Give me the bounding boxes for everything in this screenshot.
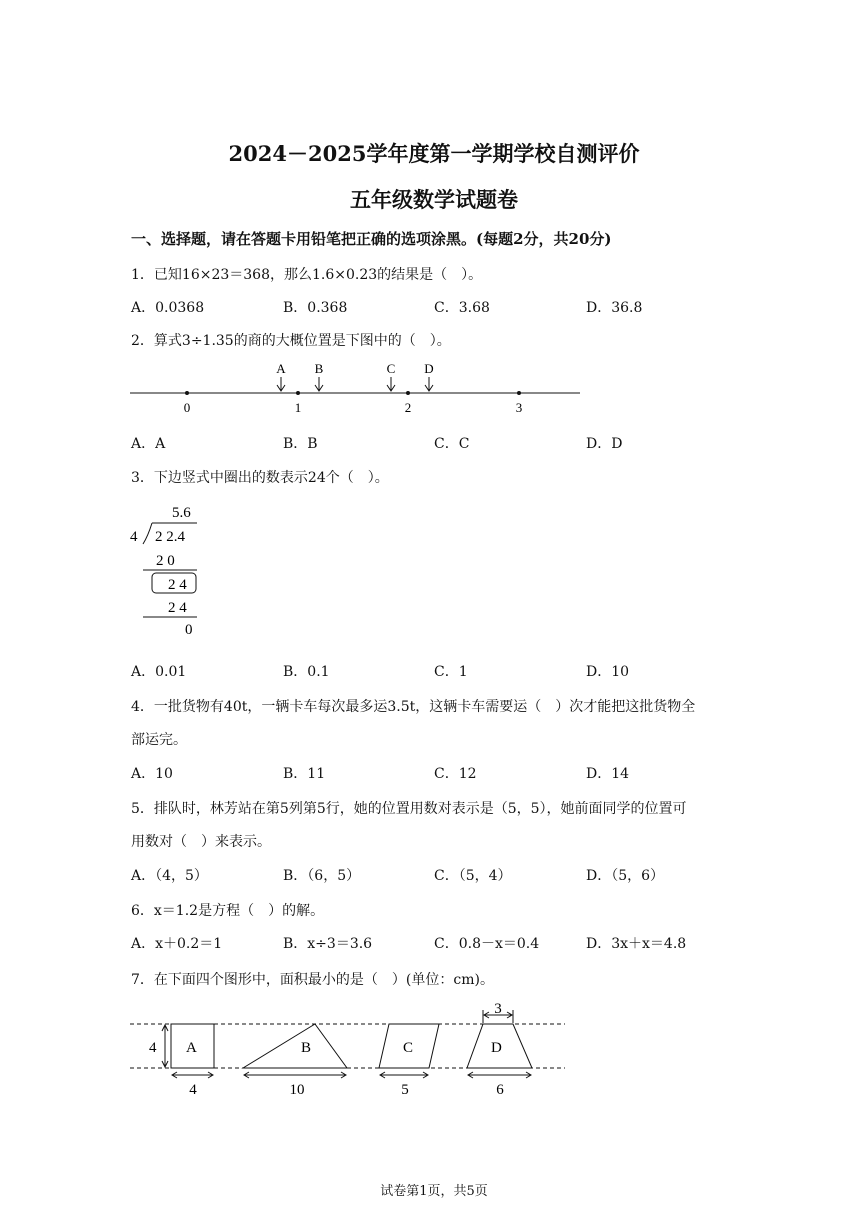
- shape-d-label: D: [491, 1040, 502, 1056]
- q5-option-b: B．（6，5）: [283, 868, 361, 884]
- question-1-stem: 1．已知16×23＝368，那么1.6×0.23的结果是（ ）。: [131, 267, 483, 283]
- q2-option-a: A．A: [131, 436, 166, 452]
- arrow-label-c: C: [386, 361, 396, 376]
- q3-option-b: B．0.1: [283, 664, 330, 680]
- shape-b-base-label: 10: [289, 1082, 305, 1098]
- q6-option-b: B．x÷3＝3.6: [283, 936, 373, 952]
- division-step-1: 2 0: [156, 553, 175, 569]
- q4-option-a: A．10: [131, 766, 173, 782]
- shape-c-base-label: 5: [401, 1082, 409, 1098]
- tick-label-3: 3: [515, 400, 523, 415]
- shape-a-base-label: 4: [189, 1082, 197, 1098]
- tick-label-1: 1: [294, 400, 302, 415]
- shape-c-label: C: [403, 1040, 414, 1056]
- section-heading: 一、选择题，请在答题卡用铅笔把正确的选项涂黑。(每题2分，共20分): [131, 230, 612, 248]
- q5-option-a: A．（4，5）: [131, 868, 208, 884]
- q1-option-d: D．36.8: [586, 300, 643, 316]
- arrow-label-b: B: [314, 361, 324, 376]
- tick-dot-3: [517, 391, 521, 395]
- q6-option-a: A．x＋0.2＝1: [131, 936, 223, 952]
- q5-option-c: C．（5，4）: [434, 868, 512, 884]
- shape-d-top-label: 3: [494, 1001, 502, 1017]
- q3-option-c: C．1: [434, 664, 468, 680]
- division-quotient: 5.6: [172, 505, 191, 521]
- arrow-label-a: A: [276, 361, 286, 376]
- tick-label-2: 2: [404, 400, 412, 415]
- question-5-stem-line2: 用数对（ ）来表示。: [131, 834, 271, 850]
- question-6-stem: 6．x＝1.2是方程（ ）的解。: [131, 903, 325, 919]
- division-step-2: 2 4: [168, 577, 187, 593]
- q3-option-d: D．10: [586, 664, 630, 680]
- page-footer: 试卷第1页，共5页: [380, 1184, 488, 1199]
- q5-option-d: D．（5，6）: [586, 868, 665, 884]
- question-4-stem-line2: 部运完。: [131, 732, 187, 748]
- shape-a-label: A: [186, 1040, 197, 1056]
- q1-option-b: B．0.368: [283, 300, 348, 316]
- exam-title: 2024－2025学年度第一学期学校自测评价: [228, 141, 640, 166]
- long-division-figure: [125, 500, 215, 645]
- q4-option-c: C．12: [434, 766, 477, 782]
- division-divisor: 4: [130, 529, 138, 545]
- q2-option-c: C．C: [434, 436, 470, 452]
- tick-dot-2: [406, 391, 410, 395]
- q2-option-b: B．B: [283, 436, 318, 452]
- number-line-figure: [125, 358, 590, 418]
- exam-subtitle: 五年级数学试题卷: [350, 187, 518, 212]
- division-dividend: 2 2.4: [155, 529, 185, 545]
- division-remainder: 0: [185, 622, 193, 638]
- q1-option-a: A．0.0368: [131, 300, 205, 316]
- height-label: 4: [149, 1040, 157, 1056]
- question-7-stem: 7．在下面四个图形中，面积最小的是（ ）(单位：cm)。: [131, 972, 494, 988]
- tick-dot-1: [296, 391, 300, 395]
- q2-option-d: D．D: [586, 436, 623, 452]
- q1-option-c: C．3.68: [434, 300, 490, 316]
- tick-dot-0: [185, 391, 189, 395]
- q4-option-b: B．11: [283, 766, 326, 782]
- q3-option-a: A．0.01: [131, 664, 187, 680]
- q6-option-c: C．0.8－x＝0.4: [434, 936, 540, 952]
- shapes-figure: [125, 998, 570, 1098]
- shape-b-triangle: [243, 1024, 347, 1068]
- shape-b-label: B: [301, 1040, 312, 1056]
- shape-d-base-label: 6: [496, 1082, 504, 1098]
- arrow-label-d: D: [424, 361, 434, 376]
- question-5-stem-line1: 5．排队时，林芳站在第5列第5行，她的位置用数对表示是（5，5），她前面同学的位置可: [131, 801, 687, 817]
- q6-option-d: D．3x＋x＝4.8: [586, 936, 687, 952]
- question-2-stem: 2．算式3÷1.35的商的大概位置是下图中的（ ）。: [131, 333, 451, 349]
- q4-option-d: D．14: [586, 766, 630, 782]
- question-3-stem: 3．下边竖式中圈出的数表示24个（ ）。: [131, 470, 389, 486]
- question-4-stem-line1: 4．一批货物有40t，一辆卡车每次最多运3.5t，这辆卡车需要运（ ）次才能把这批货物全: [131, 699, 696, 715]
- tick-label-0: 0: [183, 400, 191, 415]
- division-step-3: 2 4: [168, 600, 187, 616]
